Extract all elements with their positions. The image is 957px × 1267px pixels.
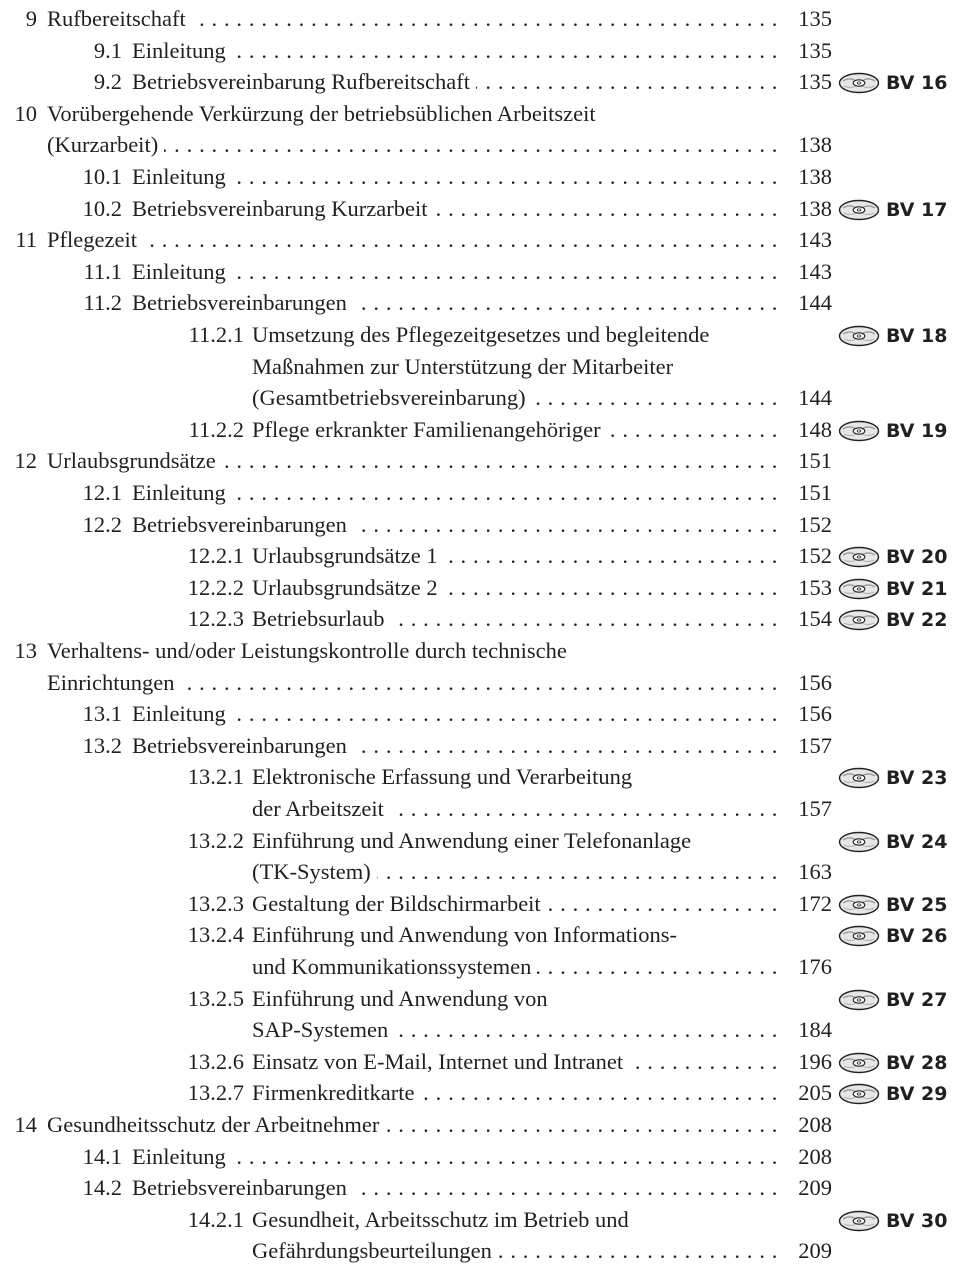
cd-disc-icon [838,72,880,94]
cd-disc-icon [838,609,880,631]
toc-entry-title: Firmenkreditkarte [252,1080,420,1105]
toc-title-cell [47,667,778,699]
toc-entry-title: (Gesamtbetriebsvereinbarung) [252,385,532,410]
toc-entry-title: Verhaltens- und/oder Leistungskontrolle durch technische [47,638,573,663]
toc-line [0,761,957,793]
cd-disc-icon [838,199,880,221]
toc-entry-title: Urlaubsgrundsätze 1 [252,543,444,568]
toc-page-number: 151 [798,480,832,505]
cd-disc-icon [838,1083,880,1105]
toc-page-number: 208 [798,1143,832,1169]
toc-entry-title: Einführung und Anwendung von [252,986,554,1011]
bv-badge [838,1209,947,1233]
toc-line [0,3,957,35]
toc-title-cell [132,161,778,193]
toc-page-number: 156 [798,669,832,695]
toc-line [0,540,957,572]
toc-title-cell [252,1235,778,1267]
toc-line [0,667,957,699]
toc-line [0,635,957,667]
toc-line [0,1077,957,1109]
toc-section-number: 12.1 [82,480,122,505]
cd-disc-icon [838,831,880,853]
toc-page-number: 205 [798,1080,832,1106]
toc-entry-title: SAP-Systemen [252,1017,394,1042]
toc-line [0,66,957,98]
toc-entry-title: Elektronische Erfassung und Verarbeitung [252,764,638,789]
toc-title-cell [252,983,778,1015]
toc-section-number: 10.2 [82,195,122,221]
toc-line [0,319,957,351]
toc-page-number: 135 [798,69,832,95]
toc-entry-title: Pflegezeit [47,227,143,252]
toc-section-number: 11.1 [83,258,122,284]
toc-line [0,793,957,825]
toc-title-cell [252,1077,778,1109]
cd-disc-icon [838,767,880,789]
bv-label: BV 17 [886,198,948,221]
toc-title-cell [132,477,778,509]
toc-title-cell [252,856,778,888]
bv-label: BV 24 [886,830,948,853]
toc-title-cell [252,919,778,951]
toc-entry-title: Einleitung [132,480,232,505]
bv-label: BV 30 [886,1209,948,1232]
toc-title-cell [132,35,778,67]
toc-title-cell [252,1014,778,1046]
toc-line [0,98,957,130]
toc-page-number: 143 [798,258,832,284]
toc-entry-title: Einführung und Anwendung von Informations- [252,922,683,947]
toc-title-cell [132,287,778,319]
toc-title-cell [252,319,778,351]
toc-title-cell [252,793,778,825]
toc-entry-title: Betriebsvereinbarungen [132,1175,353,1200]
toc-entry-title: Betriebsvereinbarungen [132,512,353,537]
bv-label: BV 26 [886,925,948,948]
toc-section-number: 13.2.6 [187,1048,244,1074]
toc-line [0,445,957,477]
toc-page-number: 152 [798,511,832,537]
toc-title-cell [47,224,778,256]
toc-entry-title: Gestaltung der Bildschirmarbeit [252,891,547,916]
toc-title-cell [47,1109,778,1141]
toc-entry-title: Rufbereitschaft [47,6,192,31]
toc-entry-title: Einleitung [132,701,232,726]
toc-line [0,1204,957,1236]
toc-page-number: 172 [798,890,832,916]
toc-entry-title: Betriebsvereinbarungen [132,290,353,315]
cd-disc-icon [838,578,880,600]
toc-page-number: 138 [798,195,832,221]
toc-line [0,35,957,67]
toc-title-cell [132,66,778,98]
toc-section-number: 10.1 [82,164,122,189]
cd-disc-icon [838,1052,880,1074]
toc-title-cell [252,540,778,572]
toc-section-number: 13.2 [82,732,122,758]
toc-section-number: 13.2.5 [187,985,244,1011]
bv-badge [838,545,947,569]
toc-line [0,572,957,604]
toc-page-number: 148 [798,416,832,442]
toc-line [0,1235,957,1267]
cd-disc-icon [838,546,880,568]
toc-line [0,730,957,762]
toc-section-number: 11.2.2 [188,416,244,442]
toc-section-number: 14 [14,1112,37,1137]
bv-badge [838,198,947,222]
toc-title-cell [47,98,778,130]
toc-page-number: 176 [798,954,832,979]
toc-page-number: 184 [798,1017,832,1043]
toc-title-cell [47,445,778,477]
toc-page-number: 151 [798,448,832,474]
bv-label: BV 23 [886,767,948,790]
bv-badge [838,419,947,443]
toc-page-number: 209 [798,1175,832,1201]
toc-title-cell [252,572,778,604]
toc-title-cell [132,1141,778,1173]
toc-section-number: 13.2.3 [187,890,244,916]
toc-entry-title: Betriebsvereinbarung Kurzarbeit [132,196,434,221]
bv-label: BV 27 [886,988,948,1011]
toc-entry-title: und Kommunikationssystemen [252,954,537,979]
toc-entry-title: der Arbeitszeit [252,796,390,821]
toc-title-cell [132,256,778,288]
bv-label: BV 18 [886,325,948,347]
toc-section-number: 13.2.1 [187,764,244,790]
toc-section-number: 12.2 [82,511,122,537]
toc-title-cell [252,603,778,635]
toc-entry-title: Umsetzung des Pflegezeitgesetzes und begleitende [252,322,715,347]
toc-line [0,1172,957,1204]
toc-page-number: 144 [798,385,832,411]
toc-section-number: 9 [25,6,37,31]
toc-title-cell [252,351,778,383]
toc-section-number: 13 [14,638,37,663]
toc-page-number: 209 [798,1238,832,1264]
toc-page-number: 156 [798,701,832,727]
toc-line [0,414,957,446]
cd-disc-icon [838,325,880,347]
cd-disc-icon [838,989,880,1011]
toc-entry-title: Urlaubsgrundsätze 2 [252,575,444,600]
bv-badge [838,324,947,348]
toc-line [0,477,957,509]
toc-line [0,161,957,193]
toc-title-cell [252,888,778,920]
bv-badge [838,766,947,790]
toc-line [0,1141,957,1173]
toc-page-number: 154 [798,606,832,632]
bv-badge [838,1051,947,1075]
bv-badge [838,71,947,95]
toc-entry-title: Einleitung [132,259,232,284]
toc-page-number: 208 [798,1112,832,1137]
bv-badge [838,988,947,1012]
toc-section-number: 9.1 [93,37,122,63]
toc-title-cell [252,951,778,983]
toc-section-number: 10 [14,100,37,126]
toc-line [0,193,957,225]
toc-line [0,224,957,256]
toc-page-number: 138 [798,164,832,189]
toc-title-cell [252,382,778,414]
toc-page-number: 138 [798,132,832,158]
toc-title-cell [132,730,778,762]
bv-label: BV 16 [886,72,948,95]
bv-badge [838,893,947,917]
toc-section-number: 14.2.1 [187,1206,244,1232]
toc-entry-title: Betriebsurlaub [252,606,390,631]
bv-label: BV 28 [886,1051,948,1074]
toc-line [0,129,957,161]
toc-line [0,825,957,857]
toc-page-number: 157 [798,796,832,821]
toc-entry-title: Einleitung [132,38,232,63]
toc-line [0,983,957,1015]
toc-section-number: 9.2 [93,69,122,95]
toc-line [0,603,957,635]
toc-page-number: 135 [798,6,832,31]
toc-section-number: 14.1 [82,1143,122,1169]
toc-line [0,1046,957,1078]
toc-entry-title: Einleitung [132,1144,232,1169]
toc-line [0,1109,957,1141]
toc-line [0,287,957,319]
toc-page-number: 143 [798,227,832,253]
toc-title-cell [132,698,778,730]
toc-entry-title: Urlaubsgrundsätze [47,448,222,473]
toc-entry-title: Einsatz von E-Mail, Internet und Intranet [252,1049,629,1074]
bv-label: BV 21 [886,577,948,600]
toc-section-number: 12.2.2 [187,574,244,600]
toc-line [0,509,957,541]
toc-line [0,856,957,888]
toc-entry-title: Einleitung [132,164,232,189]
toc-line [0,698,957,730]
toc-title-cell [47,635,778,667]
toc-entry-title: Gesundheitsschutz der Arbeitnehmer [47,1112,385,1137]
toc-line [0,888,957,920]
cd-disc-icon [838,894,880,916]
toc-page-number: 196 [798,1048,832,1074]
toc-line [0,1014,957,1046]
toc-section-number: 14.2 [82,1175,122,1201]
bv-label: BV 29 [886,1083,948,1106]
toc-entry-title: Maßnahmen zur Unterstützung der Mitarbeiter [252,354,679,379]
toc-title-cell [252,761,778,793]
toc-section-number: 12 [14,448,37,474]
toc-entry-title: Gefährdungsbeurteilungen [252,1238,498,1263]
toc-entry-title: (Kurzarbeit) [47,132,164,157]
toc-entry-title: Vorübergehende Verkürzung der betriebsüblichen Arbeitszeit [47,101,602,126]
bv-badge [838,924,947,948]
toc-section-number: 13.1 [82,701,122,727]
cd-disc-icon [838,925,880,947]
toc-entry-title: Einrichtungen [47,670,180,695]
bv-badge [838,608,947,632]
toc-page-number: 153 [798,574,832,600]
toc-entry-title: Betriebsvereinbarungen [132,733,353,758]
toc-title-cell [132,193,778,225]
bv-label: BV 19 [886,419,948,442]
cd-disc-icon [838,420,880,442]
toc-entry-title: (TK-System) [252,859,377,884]
toc-section-number: 12.2.3 [187,606,244,632]
toc-entry-title: Betriebsvereinbarung Rufbereitschaft [132,69,476,94]
toc-page-number: 144 [798,290,832,316]
toc-line [0,256,957,288]
bv-label: BV 25 [886,893,948,916]
bv-label: BV 22 [886,609,948,632]
cd-disc-icon [838,1210,880,1232]
toc-entry-title: Gesundheit, Arbeitsschutz im Betrieb und [252,1207,635,1232]
toc-page-number: 157 [798,732,832,758]
toc-section-number: 11 [15,227,37,253]
toc-section-number: 11.2 [83,290,122,316]
toc-title-cell [47,129,778,161]
toc-section-number: 11.2.1 [188,322,244,347]
toc-section-number: 13.2.7 [187,1080,244,1106]
toc-line [0,951,957,983]
toc-line [0,919,957,951]
bv-badge [838,830,947,854]
toc-title-cell [252,414,778,446]
toc-line [0,351,957,383]
toc-section-number: 13.2.2 [187,827,244,853]
toc-entry-title: Pflege erkrankter Familienangehöriger [252,417,607,442]
toc-title-cell [252,825,778,857]
toc-section-number: 12.2.1 [187,543,244,569]
toc-page-number: 152 [798,543,832,569]
toc-title-cell [47,3,778,35]
toc-entry-title: Einführung und Anwendung einer Telefonanlage [252,828,697,853]
toc-title-cell [132,509,778,541]
toc-title-cell [252,1046,778,1078]
bv-badge [838,1082,947,1106]
toc-section-number: 13.2.4 [187,922,244,948]
toc-page-number: 163 [798,859,832,885]
toc-title-cell [252,1204,778,1236]
toc-line [0,382,957,414]
toc-page-number: 135 [798,37,832,63]
bv-badge [838,577,947,601]
toc-title-cell [132,1172,778,1204]
bv-label: BV 20 [886,546,948,569]
